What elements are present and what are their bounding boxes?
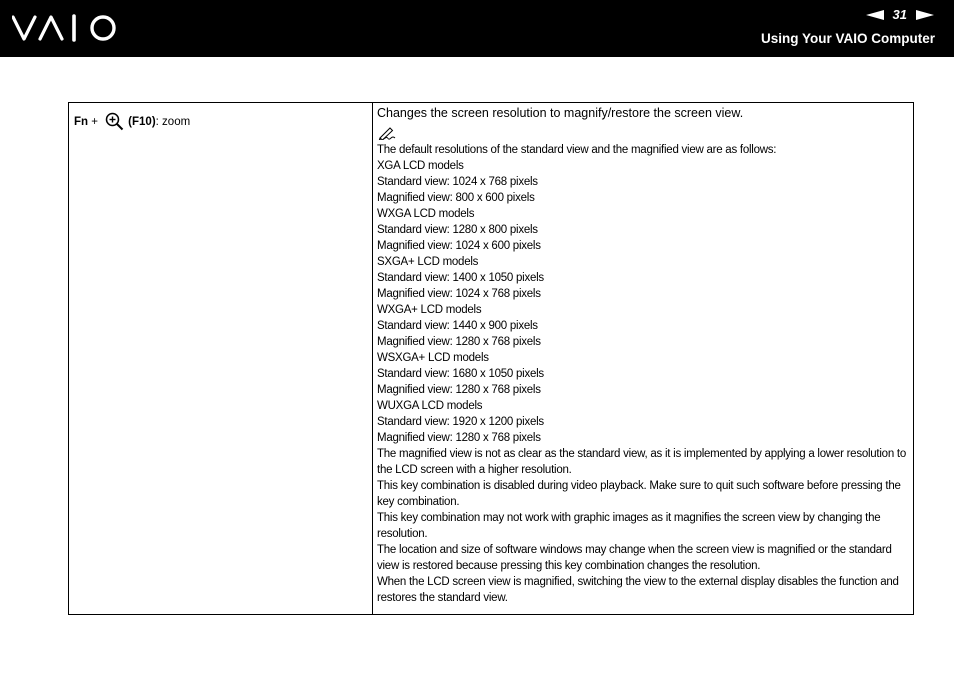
note-line: Magnified view: 1024 x 600 pixels — [377, 240, 541, 252]
note-line: WXGA+ LCD models — [377, 304, 482, 316]
note-line: WUXGA LCD models — [377, 400, 483, 412]
resolution-list — [377, 142, 907, 446]
vaio-logo — [12, 12, 122, 44]
key-cell — [69, 103, 373, 615]
page-navigation — [866, 7, 934, 23]
fn-key-label: Fn — [74, 115, 89, 128]
note-line: Magnified view: 1024 x 768 pixels — [377, 288, 541, 300]
page-header — [0, 0, 954, 57]
note-paragraph: The location and size of software windows may change when the screen view is magnified or the standard view is restored because pressing this key combination changes the resolution. — [377, 544, 892, 572]
magnify-icon — [105, 112, 124, 131]
note-line: XGA LCD models — [377, 160, 464, 172]
note-line: Magnified view: 800 x 600 pixels — [377, 192, 535, 204]
function-label: : zoom — [155, 115, 191, 128]
note-line: Standard view: 1024 x 768 pixels — [377, 176, 538, 188]
key-combination — [69, 103, 372, 131]
note-line: Standard view: 1680 x 1050 pixels — [377, 368, 544, 380]
table-row — [69, 103, 914, 615]
note-paragraph: This key combination may not work with graphic images as it magnifies the screen view by changing the resolution. — [377, 512, 881, 540]
note-line: Standard view: 1920 x 1200 pixels — [377, 416, 544, 428]
note-line: SXGA+ LCD models — [377, 256, 479, 268]
arrow-right-icon[interactable] — [916, 10, 934, 20]
description-cell — [373, 103, 914, 615]
note-paragraph: The magnified view is not as clear as the standard view, as it is implemented by applying a lower resolution to the LCD screen with a higher resolution. — [377, 448, 907, 476]
note-block — [377, 142, 907, 606]
note-line: Standard view: 1440 x 900 pixels — [377, 320, 538, 332]
note-paragraph: When the LCD screen view is magnified, switching the view to the external display disables the function and restores the standard view. — [377, 576, 899, 604]
shortcut-table — [68, 102, 914, 615]
note-line: The default resolutions of the standard view and the magnified view are as follows: — [377, 144, 777, 156]
note-line: Standard view: 1280 x 800 pixels — [377, 224, 538, 236]
note-paragraph: This key combination is disabled during video playback. Make sure to quit such software before pressing the key combination. — [377, 480, 901, 508]
plus-sign: + — [88, 115, 102, 128]
pencil-note-icon — [378, 126, 396, 140]
section-title: Using Your VAIO Computer — [760, 31, 935, 46]
f10-key-label: (F10) — [128, 115, 156, 128]
note-line: Standard view: 1400 x 1050 pixels — [377, 272, 544, 284]
note-line: Magnified view: 1280 x 768 pixels — [377, 384, 541, 396]
note-line: WSXGA+ LCD models — [377, 352, 489, 364]
function-description: Changes the screen resolution to magnify/restore the screen view. — [377, 106, 744, 120]
note-line: Magnified view: 1280 x 768 pixels — [377, 336, 541, 348]
note-paragraphs — [377, 446, 907, 606]
page-number: 31 — [892, 7, 907, 22]
note-line: WXGA LCD models — [377, 208, 475, 220]
note-line: Magnified view: 1280 x 768 pixels — [377, 432, 541, 444]
arrow-left-icon[interactable] — [866, 10, 884, 20]
